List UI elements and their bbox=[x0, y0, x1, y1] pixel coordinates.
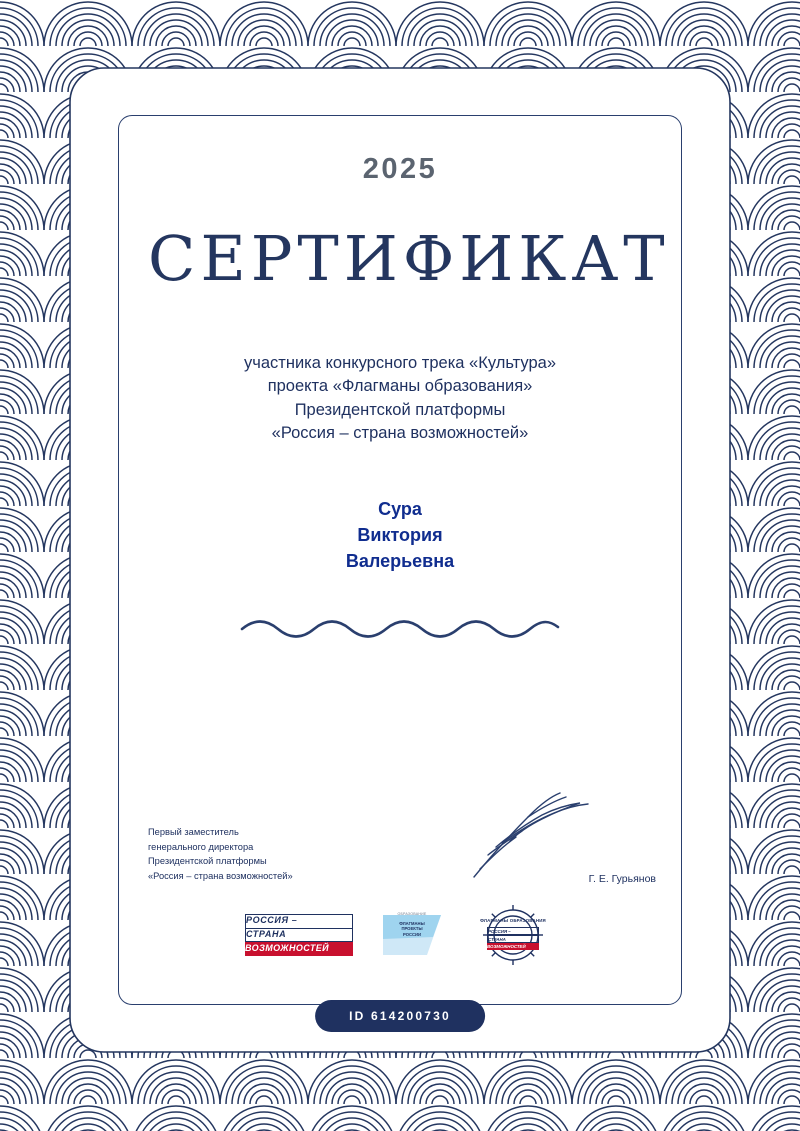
rsv-logo-line-3: ВОЗМОЖНОСТЕЙ bbox=[245, 942, 353, 956]
subtitle-line-3: Президентской платформы bbox=[294, 400, 506, 419]
wheel-logo-line-1: РОССИЯ – bbox=[487, 927, 539, 935]
signer-position-line-2: генерального директора bbox=[148, 841, 254, 852]
flagmany-logo-text bbox=[379, 921, 445, 937]
subtitle-line-2: проекта «Флагманы образования» bbox=[267, 377, 533, 396]
certificate-card bbox=[88, 85, 712, 1035]
recipient-line-3: Валерьевна bbox=[345, 550, 455, 571]
signer-position bbox=[148, 825, 293, 885]
signature-area bbox=[446, 785, 656, 885]
wave-divider bbox=[148, 618, 652, 640]
signer-position-line-4: «Россия – страна возможностей» bbox=[148, 870, 293, 881]
wheel-logo-line-3: ВОЗМОЖНОСТЕЙ bbox=[487, 943, 539, 950]
flagmany-logo-line-3: РОССИИ bbox=[402, 931, 422, 937]
wheel-logo-rsv bbox=[487, 927, 539, 950]
signature-block bbox=[148, 785, 656, 885]
flagmany-logo-line-1: ФЛАГМАНЫ bbox=[399, 921, 425, 926]
subtitle-line-4: «Россия – страна возможностей» bbox=[271, 424, 529, 443]
rsv-logo bbox=[245, 914, 353, 957]
wheel-logo bbox=[471, 905, 555, 965]
flagmany-logo bbox=[379, 909, 445, 961]
recipient-line-1: Сура bbox=[378, 498, 422, 519]
signer-position-line-3: Президентской платформы bbox=[148, 856, 267, 867]
logo-row bbox=[88, 905, 712, 965]
signature-scribble-icon bbox=[468, 785, 618, 886]
signer-position-line-1: Первый заместитель bbox=[148, 827, 239, 838]
subtitle-line-1: участника конкурсного трека «Культура» bbox=[244, 354, 556, 372]
flagmany-logo-caption: ОБРАЗОВАНИЕ bbox=[397, 912, 427, 916]
certificate-subtitle bbox=[148, 352, 652, 446]
page-title: СЕРТИФИКАТ bbox=[148, 222, 670, 295]
recipient-line-2: Виктория bbox=[357, 524, 443, 545]
recipient-name bbox=[148, 496, 652, 574]
wheel-logo-line-2: СТРАНА bbox=[487, 935, 539, 943]
certificate-id-badge: ID 614200730 bbox=[315, 1000, 485, 1032]
wheel-logo-top-text: ФЛАГМАНЫ ОБРАЗОВАНИЯ bbox=[480, 918, 546, 923]
rsv-logo-line-1: РОССИЯ – bbox=[245, 914, 353, 929]
signer-name: Г. Е. Гурьянов bbox=[588, 873, 656, 885]
certificate-year: 2025 bbox=[362, 153, 438, 185]
certificate-content bbox=[88, 85, 712, 1035]
flagmany-logo-line-2: ПРОЕКТЫ bbox=[401, 926, 423, 932]
rsv-logo-line-2: СТРАНА bbox=[245, 929, 353, 943]
